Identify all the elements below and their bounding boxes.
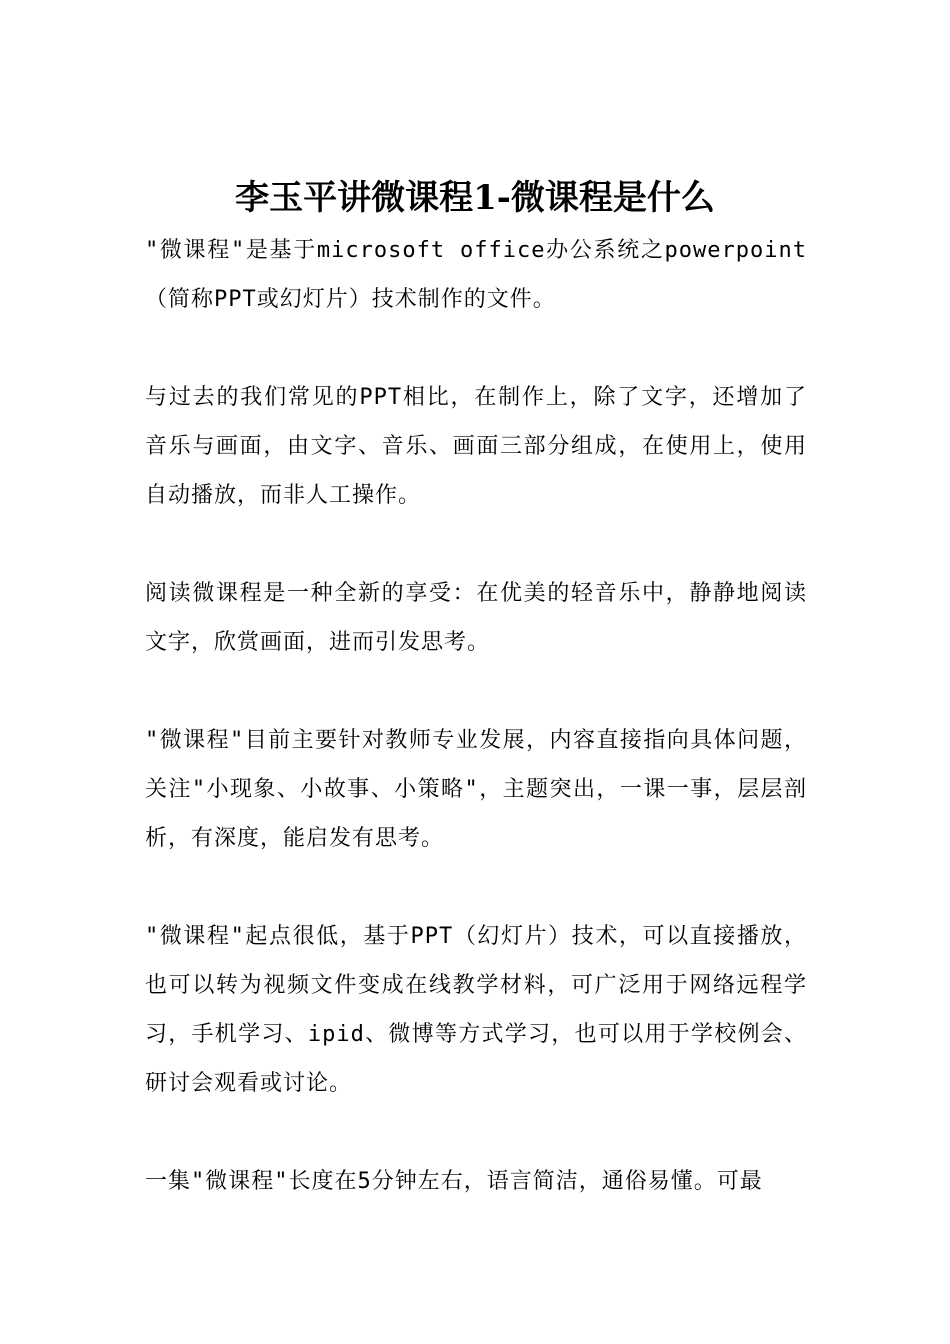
paragraph-reading-experience: 阅读微课程是一种全新的享受：在优美的轻音乐中，静静地阅读文字，欣赏画面，进而引发思考。 [145, 581, 807, 655]
paragraph-usage: "微课程"起点很低，基于PPT（幻灯片）技术，可以直接播放，也可以转为视频文件变成在线教学材料，可广泛用于网络远程学习，手机学习、ipid、微博等方式学习，也可以用于学校例会、研讨会观看或讨论。 [145, 924, 807, 1096]
paragraph-length: 一集"微课程"长度在5分钟左右，语言简洁，通俗易懂。可最 [145, 1169, 763, 1194]
paragraph-comparison: 与过去的我们常见的PPT相比，在制作上，除了文字，还增加了音乐与画面，由文字、音乐、画面三部分组成，在使用上，使用自动播放，而非人工操作。 [145, 385, 807, 508]
paragraph-definition: "微课程"是基于microsoft office办公系统之powerpoint（简称PPT或幻灯片）技术制作的文件。 [145, 238, 807, 312]
paragraph-teacher-development: "微课程"目前主要针对教师专业发展，内容直接指向具体问题，关注"小现象、小故事、小策略"，主题突出，一课一事，层层剖析，有深度，能启发有思考。 [145, 728, 807, 851]
document-title: 李玉平讲微课程1-微课程是什么 [235, 178, 715, 218]
document-body [145, 226, 807, 1255]
